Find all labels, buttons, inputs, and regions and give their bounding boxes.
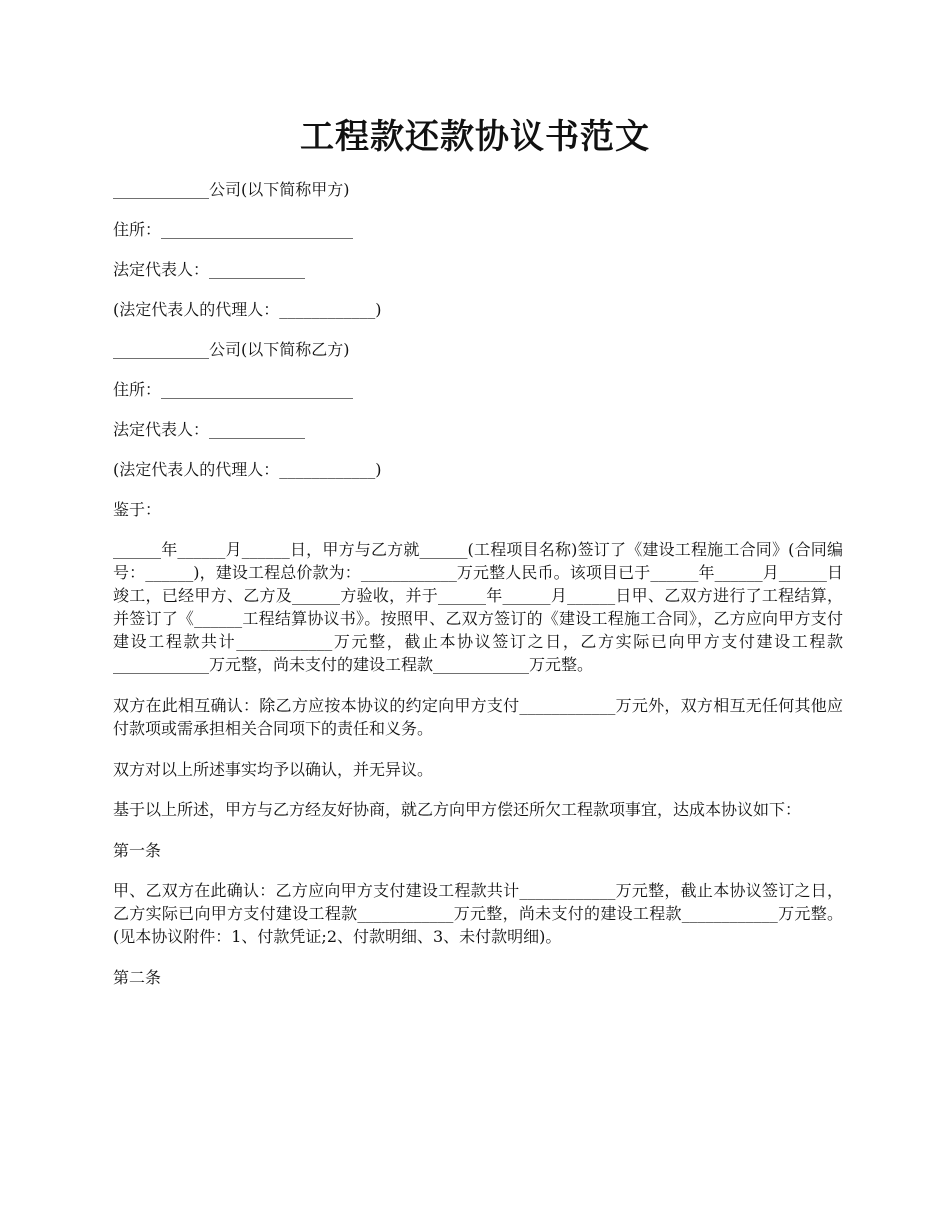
party-a-address: 住所：________________________ [113,220,354,239]
mutual-confirmation-paragraph: 双方在此相互确认：除乙方应按本协议的约定向甲方支付____________万元外，双方相互无任何其他应付款项或需承担相关合同项下的责任和义务。 [113,696,843,738]
agreement-intro-paragraph: 基于以上所述，甲方与乙方经友好协商，就乙方向甲方偿还所欠工程款项事宜，达成本协议如下： [113,800,802,819]
whereas-heading: 鉴于： [113,500,162,519]
party-a-legal-rep: 法定代表人：____________ [113,260,306,279]
article-1-paragraph: 甲、乙双方在此确认：乙方应向甲方支付建设工程款共计____________万元整，截止本协议签订之日，乙方实际已向甲方支付建设工程款____________万元整，尚未支付的建设工程款____________万元整。(见本协议附件：1、付款凭证;2、付款明细、3、未付款明细)。 [113,881,843,946]
background-paragraph: ______年______月______日，甲方与乙方就______(工程项目名称)签订了《建设工程施工合同》(合同编号：______)，建设工程总价款为：____________万元整人民币。该项目已于______年______月______日竣工，已经甲方、乙方及______方验收，并于______年______月______日甲、乙双方进行了工程结算，并签订了《______工程结算协议书》。按照甲、乙双方签订的《建设工程施工合同》，乙方应向甲方支付建设工程款共计____________万元整，截止本协议签订之日，乙方实际已向甲方支付建设工程款____________万元整，尚未支付的建设工程款____________万元整。 [113,540,843,674]
party-b-company: ____________公司(以下简称乙方) [113,340,350,359]
party-b-legal-rep: 法定代表人：____________ [113,420,306,439]
article-1-heading: 第一条 [113,841,162,860]
party-a-company: ____________公司(以下简称甲方) [113,180,350,199]
party-b-address: 住所：________________________ [113,380,354,399]
article-2-heading: 第二条 [113,968,162,987]
party-a-agent: (法定代表人的代理人：____________) [113,300,382,319]
party-b-agent: (法定代表人的代理人：____________) [113,460,382,479]
no-objection-paragraph: 双方对以上所述事实均予以确认，并无异议。 [113,760,434,779]
document-title: 工程款还款协议书范文 [300,117,650,157]
document-body [113,178,843,1006]
